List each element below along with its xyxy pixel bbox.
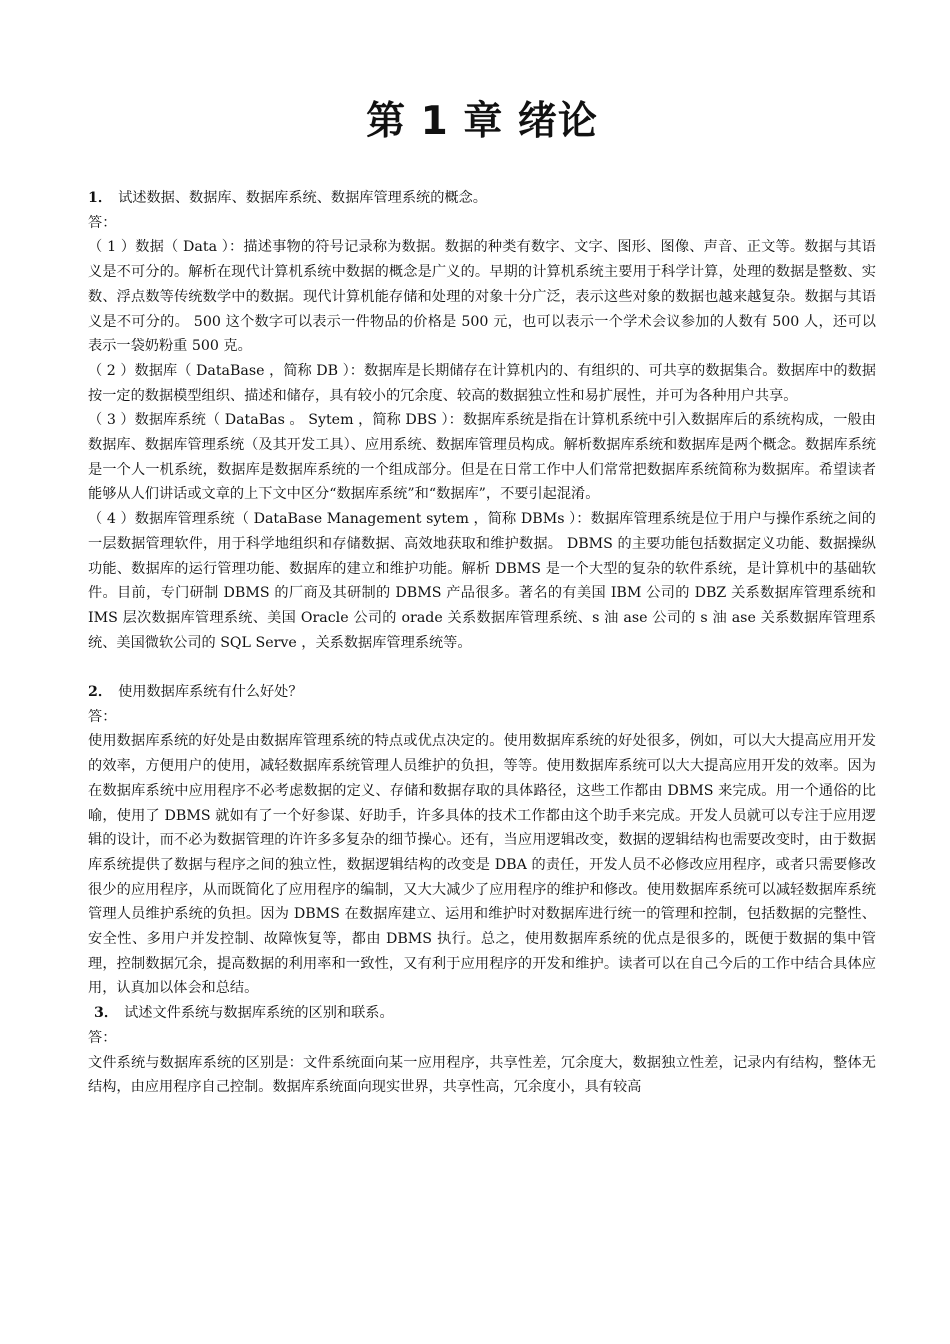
section-gap — [88, 655, 876, 680]
question-text: 试述数据、数据库、数据库系统、数据库管理系统的概念。 — [118, 190, 487, 206]
question-2 — [88, 680, 876, 705]
question-number: 2． — [88, 684, 113, 701]
answer-paragraph-dbs: （ 3 ）数据库系统（ DataBas 。 Sytem ，简称 DBS ）：数据库系统是指在计算机系统中引入数据库后的系统构成，一般由数据库、数据库管理系统（及其开发工具）、应用系统、数据库管理员构成。解析数据库系统和数据库是两个概念。数据库系统是一个人一机系统，数据库是数据库系统的一个组成部分。但是在日常工作中人们常常把数据库系统简称为数据库。希望读者能够从人们讲话或文章的上下文中区分“数据库系统”和“数据库”，不要引起混淆。 — [88, 412, 876, 503]
answer-paragraph-data: （ 1 ）数据（ Data ）：描述事物的符号记录称为数据。数据的种类有数字、文字、图形、图像、声音、正文等。数据与其语义是不可分的。解析在现代计算机系统中数据的概念是广义的。早期的计算机系统主要用于科学计算，处理的数据是整数、实数、浮点数等传统数学中的数据。现代计算机能存储和处理的对象十分广泛，表示这些对象的数据也越来越复杂。数据与其语义是不可分的。 500 这个数字可以表示一件物品的价格是 500 元，也可以表示一个学术会议参加的人数有 500 人，还可以表示一袋奶粉重 500 克。 — [88, 239, 876, 355]
answer-paragraph-benefits: 使用数据库系统的好处是由数据库管理系统的特点或优点决定的。使用数据库系统的好处很多，例如，可以大大提高应用开发的效率，方便用户的使用，减轻数据库系统管理人员维护的负担，等等。使用数据库系统可以大大提高应用开发的效率。因为在数据库系统中应用程序不必考虑数据的定义、存储和数据存取的具体路径，这些工作都由 DBMS 来完成。用一个通俗的比喻，使用了 DBMS 就如有了一个好参谋、好助手，许多具体的技术工作都由这个助手来完成。开发人员就可以专注于应用逻辑的设计，而不必为数据管理的许许多多复杂的细节操心。还有，当应用逻辑改变，数据的逻辑结构也需要改变时，由于数据库系统提供了数据与程序之间的独立性，数据逻辑结构的改变是 DBA 的责任，开发人员不必修改应用程序，或者只需要修改很少的应用程序，从而既简化了应用程序的编制，又大大减少了应用程序的维护和修改。使用数据库系统可以减轻数据库系统管理人员维护系统的负担。因为 DBMS 在数据库建立、运用和维护时对数据库进行统一的管理和控制，包括数据的完整性、安全性、多用户并发控制、故障恢复等，都由 DBMS 执行。总之，使用数据库系统的优点是很多的，既便于数据的集中管理，控制数据冗余，提高数据的利用率和一致性，又有利于应用程序的开发和维护。读者可以在自己今后的工作中结合具体应用，认真加以体会和总结。 — [88, 733, 876, 997]
answer-paragraph-dbms: （ 4 ）数据库管理系统（ DataBase Management sytem ，简称 DBMs ）：数据库管理系统是位于用户与操作系统之间的一层数据管理软件，用于科学地组织和存储数据、高效地获取和维护数据。 DBMS 的主要功能包括数据定义功能、数据操纵功能、数据库的运行管理功能、数据库的建立和维护功能。解析 DBMS 是一个大型的复杂的软件系统，是计算机中的基础软件。目前，专门研制 DBMS 的厂商及其研制的 DBMS 产品很多。著名的有美国 IBM 公司的 DBZ 关系数据库管理系统和 IMS 层次数据库管理系统、美国 Oracle 公司的 orade 关系数据库管理系统、s 油 ase 公司的 s 油 ase 关系数据库管理系统、美国微软公司的 SQL Serve ，关系数据库管理系统等。 — [88, 511, 876, 651]
answer-paragraph-database: （ 2 ）数据库（ DataBase ，简称 DB ）：数据库是长期储存在计算机内的、有组织的、可共享的数据集合。数据库中的数据按一定的数据模型组织、描述和储存，具有较小的冗余度、较高的数据独立性和易扩展性，并可为各种用户共享。 — [88, 362, 876, 404]
question-3 — [88, 1001, 876, 1026]
answer-label: 答： — [88, 708, 117, 725]
question-number: 1． — [88, 190, 113, 206]
chapter-title: 第 1 章 绪论 — [366, 99, 598, 144]
answer-label: 答： — [88, 214, 117, 231]
answer-label: 答： — [88, 1029, 117, 1046]
answer-paragraph-file-vs-db: 文件系统与数据库系统的区别是：文件系统面向某一应用程序，共享性差，冗余度大，数据独立性差，记录内有结构，整体无结构，由应用程序自己控制。数据库系统面向现实世界，共享性高，冗余度小，具有较高 — [88, 1054, 876, 1096]
question-1 — [88, 186, 876, 211]
question-text: 试述文件系统与数据库系统的区别和联系。 — [124, 1005, 394, 1022]
question-text: 使用数据库系统有什么好处？ — [118, 684, 303, 701]
question-number: 3． — [94, 1005, 119, 1022]
